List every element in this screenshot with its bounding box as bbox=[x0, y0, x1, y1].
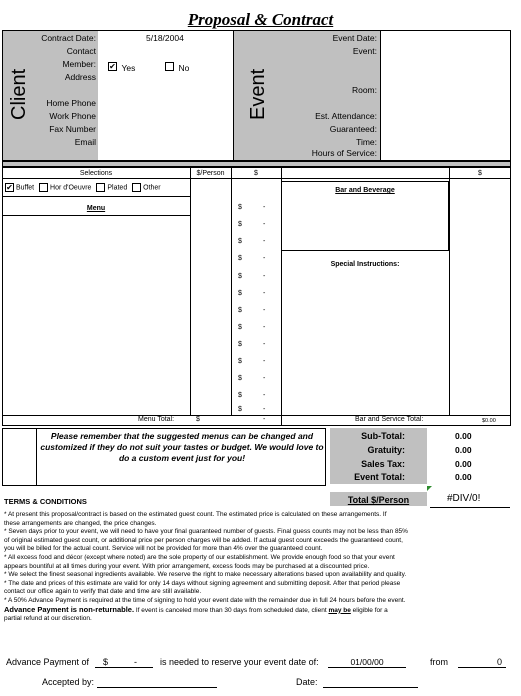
member-label: Member: bbox=[62, 59, 96, 69]
col-divider bbox=[231, 167, 232, 415]
contract-date-value[interactable]: 5/18/2004 bbox=[146, 33, 184, 43]
event-name-label: Event: bbox=[352, 46, 377, 56]
row-amount: - bbox=[263, 290, 266, 297]
row-amount: - bbox=[263, 255, 266, 262]
email-label: Email bbox=[74, 137, 96, 147]
date-field[interactable] bbox=[323, 676, 418, 688]
options-row-line bbox=[2, 196, 190, 197]
terms-line: contact our office again to verify that date and time are still available. bbox=[4, 588, 202, 596]
address-label: Address bbox=[64, 72, 96, 82]
reserve-text: is needed to reserve your event date of: bbox=[160, 657, 319, 667]
row-dollar-sign: $ bbox=[238, 273, 242, 280]
gratuity-value: 0.00 bbox=[455, 445, 472, 455]
row-amount: - bbox=[263, 324, 266, 331]
terms-line: * At present this proposal/contract is based on the estimated guest count. The estimated price is calculated on these arrangements. If bbox=[4, 511, 387, 518]
check-icon: ✔ bbox=[109, 62, 116, 72]
row-dollar-sign: $ bbox=[238, 375, 242, 382]
row-amount: - bbox=[263, 204, 266, 211]
row-amount: - bbox=[263, 392, 266, 399]
home-phone-label: Home Phone bbox=[46, 98, 96, 108]
totals-row-line bbox=[2, 415, 511, 416]
row-dollar-sign: $ bbox=[238, 392, 242, 399]
room-label: Room: bbox=[351, 85, 377, 95]
custom-menu-note: Please remember that the suggested menus can be changed and customized if they do not suit your tastes or budget. We would love to do a custom event just for you! bbox=[40, 431, 324, 463]
page-title: Proposal & Contract bbox=[187, 10, 334, 29]
accepted-by-label: Accepted by: bbox=[42, 677, 95, 687]
from-value: 0 bbox=[497, 657, 503, 667]
may-be-text: may be bbox=[328, 606, 351, 614]
terms-line: of original estimated guest count, or additional price per person charges will be added. If actual guest count exceeds the guaranteed count, bbox=[4, 536, 403, 544]
terms-line: * Seven days prior to your event, we will need to have your final guaranteed number of guests. Final guess counts may not be less than 85% bbox=[4, 528, 408, 536]
sales-tax-value: 0.00 bbox=[455, 459, 472, 469]
row-amount: - bbox=[263, 406, 266, 413]
contract-date-label: Contract Date: bbox=[41, 33, 96, 43]
hours-of-service-label: Hours of Service: bbox=[311, 148, 377, 158]
buffet-checkbox[interactable]: ✔ bbox=[6, 183, 13, 192]
member-yes-label: Yes bbox=[121, 63, 136, 73]
menu-total-dollar: $ bbox=[196, 416, 200, 423]
client-section-label: Client bbox=[8, 68, 30, 120]
hors-doeuvre-label: Hor d'Oeuvre bbox=[50, 184, 92, 192]
est-attendance-label: Est. Attendance: bbox=[315, 111, 377, 121]
guaranteed-label: Guaranteed: bbox=[329, 124, 377, 134]
menu-total-value: - bbox=[263, 416, 266, 423]
terms-line: * The date and prices of this estimate are valid for only 14 days without signing agreement and submitting deposit. After that period please bbox=[4, 579, 401, 587]
member-no-label: No bbox=[178, 63, 190, 73]
row-dollar-sign: $ bbox=[238, 238, 242, 245]
plated-label: Plated bbox=[107, 184, 128, 192]
row-amount: - bbox=[263, 358, 266, 365]
row-amount: - bbox=[263, 375, 266, 382]
row-dollar-sign: $ bbox=[238, 406, 242, 413]
selections-header: Selections bbox=[79, 170, 113, 177]
comment-marker-icon bbox=[427, 486, 432, 491]
bar-beverage-header: Bar and Beverage bbox=[335, 187, 395, 194]
event-section-label: Event bbox=[247, 68, 269, 120]
advance-payment-label: Advance Payment of bbox=[6, 657, 90, 667]
terms-line: partial refund at our discretion. bbox=[4, 615, 92, 623]
row-amount: - bbox=[263, 341, 266, 348]
advance-nonreturnable-text: Advance Payment is non-returnable. bbox=[4, 604, 135, 614]
advance-dollar: $ bbox=[103, 657, 109, 667]
row-dollar-sign: $ bbox=[238, 290, 242, 297]
from-label: from bbox=[430, 657, 448, 667]
event-total-label: Event Total: bbox=[354, 472, 405, 482]
contact-label: Contact bbox=[66, 46, 96, 56]
service-style-options bbox=[5, 183, 161, 192]
row-amount: - bbox=[263, 273, 266, 280]
other-checkbox[interactable] bbox=[132, 183, 141, 192]
row-amount: - bbox=[263, 221, 266, 228]
event-date-label: Event Date: bbox=[332, 33, 377, 43]
header-row-line bbox=[2, 178, 511, 179]
other-label: Other bbox=[143, 184, 161, 192]
terms-line: appears bountiful at all times during your event. With prior arrangement, excess foods may be purchased at a discounted price. bbox=[4, 562, 370, 570]
subtotal-label: Sub-Total: bbox=[361, 431, 405, 441]
row-dollar-sign: $ bbox=[238, 358, 242, 365]
terms-line: * All excess food and décor (except where noted) are the sole property of our establishment. We provide enough food so that your event bbox=[4, 553, 395, 561]
menu-total-label: Menu Total: bbox=[138, 416, 175, 423]
plated-checkbox[interactable] bbox=[96, 183, 105, 192]
bar-service-total-value: $0.00 bbox=[482, 418, 496, 424]
row-dollar-sign: $ bbox=[238, 255, 242, 262]
menu-header: Menu bbox=[86, 205, 106, 212]
row-dollar-sign: $ bbox=[238, 341, 242, 348]
terms-line: these arrangements are changed, the price changes. bbox=[4, 519, 157, 527]
total-per-person-value: #DIV/0! bbox=[447, 493, 481, 504]
terms-line: * A 50% Advance Payment is required at the time of signing to hold your event date with the remainder due in full 24 hours before the event. bbox=[4, 596, 406, 604]
row-dollar-sign: $ bbox=[238, 221, 242, 228]
time-label: Time: bbox=[356, 137, 377, 147]
col-divider bbox=[449, 167, 450, 415]
sales-tax-label: Sales Tax: bbox=[361, 459, 405, 469]
row-dollar-sign: $ bbox=[238, 307, 242, 314]
row-dollar-sign: $ bbox=[238, 204, 242, 211]
per-person-header: $/Person bbox=[196, 170, 225, 177]
bar-dollar-header: $ bbox=[478, 170, 482, 177]
terms-line: you will be billed for the actual count. Service will not be provided for more than 4% over the guaranteed count. bbox=[4, 545, 323, 553]
menu-header-line bbox=[2, 215, 190, 216]
buffet-label: Buffet bbox=[15, 184, 35, 192]
empty-checkbox-icon bbox=[165, 62, 174, 71]
terms-line bbox=[4, 606, 514, 616]
hors-doeuvre-checkbox[interactable] bbox=[39, 183, 48, 192]
row-dollar-sign: $ bbox=[238, 324, 242, 331]
special-instructions-label: Special Instructions: bbox=[330, 261, 400, 268]
reserve-date-value: 01/00/00 bbox=[350, 657, 384, 667]
fax-number-label: Fax Number bbox=[49, 124, 96, 134]
member-no-checkbox[interactable] bbox=[165, 58, 189, 76]
date-label: Date: bbox=[296, 677, 318, 687]
col-divider bbox=[190, 167, 191, 415]
event-total-value: 0.00 bbox=[455, 472, 472, 482]
dollar-header: $ bbox=[254, 170, 258, 177]
member-yes-checkbox[interactable] bbox=[108, 58, 135, 76]
eligible-text: eligible for a bbox=[350, 606, 388, 614]
subtotal-value: 0.00 bbox=[455, 431, 472, 441]
gratuity-label: Gratuity: bbox=[367, 445, 405, 455]
total-per-person-label: Total $/Person bbox=[347, 495, 410, 505]
accepted-by-field[interactable] bbox=[97, 676, 217, 688]
work-phone-label: Work Phone bbox=[49, 111, 96, 121]
terms-line: * We select the finest seasonal ingredients available. We reserve the right to make necessary alterations based upon availability and quality. bbox=[4, 571, 407, 579]
row-amount: - bbox=[263, 238, 266, 245]
terms-heading: TERMS & CONDITIONS bbox=[4, 497, 87, 506]
row-amount: - bbox=[263, 307, 266, 314]
bar-beverage-box[interactable] bbox=[281, 181, 449, 251]
terms-body bbox=[4, 511, 514, 624]
advance-amount: - bbox=[134, 657, 137, 667]
cancellation-text: If event is canceled more than 30 days from scheduled date, client bbox=[134, 606, 329, 614]
bar-service-total-label: Bar and Service Total: bbox=[355, 416, 424, 423]
